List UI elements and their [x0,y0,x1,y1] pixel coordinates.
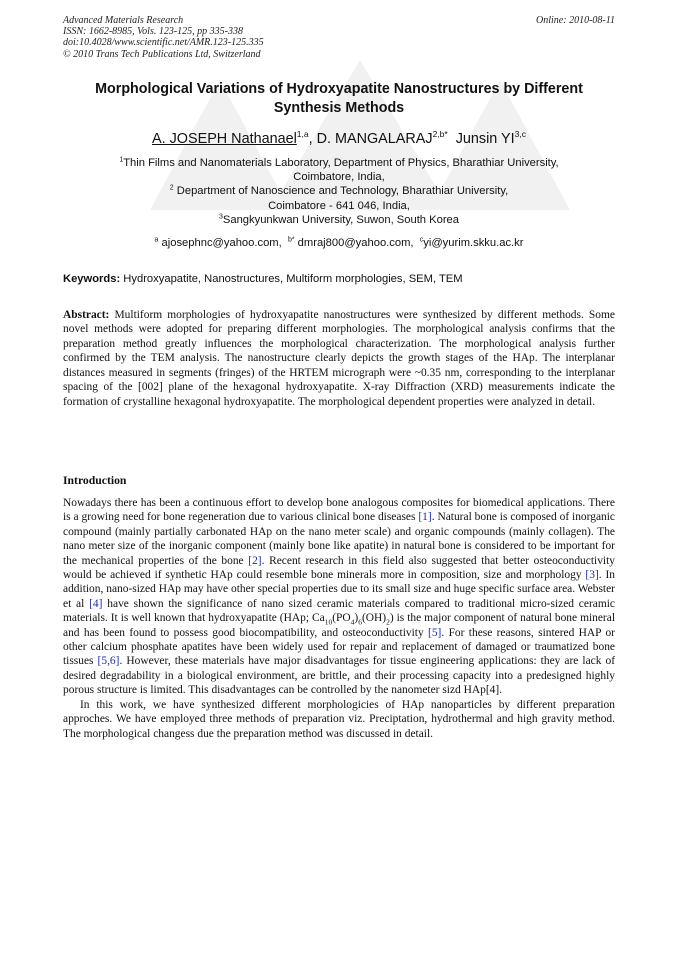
formula-sub: 6 [358,617,362,627]
affiliation-1b: Coimbatore, India, [293,171,385,184]
keywords [63,272,615,286]
abstract-label: Abstract: [63,309,110,321]
citation-link[interactable]: [4] [89,597,103,610]
affiliation-2b: Coimbatore - 641 046, India, [268,199,410,212]
text-run: . [499,684,503,697]
issn-line: ISSN: 1662-8985, Vols. 123-125, pp 335-338 [63,26,243,38]
author-1-sup: 1,a [296,129,309,140]
text-run: . Natural bone is composed of inorganic compound (mainly partially carbonated HAp on the nano meter scale) and organic compounds (mainly collagen). The nano meter size of the inorganic component (mainly bone like apatite) in natural bone is considered to be important for the mechanical properties of the bone [63,511,616,567]
email-line [62,236,616,250]
keywords-text: Hydroxyapatite, Nanostructures, Multiform morphologies, SEM, TEM [120,273,463,285]
title-line-1: Morphological Variations of Hydroxyapatite Nanostructures by Different [95,81,583,97]
affiliation-2-text: Department of Nanoscience and Technology, Bharathiar University, [173,185,509,198]
introduction-heading: Introduction [63,474,127,487]
formula-part: ) [354,612,359,625]
title-line-2: Synthesis Methods [273,100,405,116]
author-1: A. JOSEPH Nathanael [152,131,297,147]
citation-link[interactable]: [2] [248,554,262,567]
journal-name: Advanced Materials Research [63,15,184,26]
author-2: , D. MANGALARAJ [308,131,433,147]
author-3: Junsin YI [447,131,515,147]
text-run: . For these reasons, sintered HAP or other calcium phosphate apatites have been widely used for repair and replacement of damaged or traumatized bone tissues [63,626,615,668]
citation-text: [4] [485,684,500,697]
email-b-sup: b* [287,236,295,244]
introduction-body [63,496,615,741]
text-run: ) is the major component of natural bone mineral and has been found to possess good biocompatibility, and osteoconductivity [63,612,615,639]
formula-sub: 2 [386,617,390,627]
affiliation-1-text: Thin Films and Nanomaterials Laboratory, Department of Physics, Bharathiar University, [123,157,559,169]
intro-paragraph-1 [63,496,615,698]
citation-link[interactable]: [3] [585,569,599,582]
text-run: . However, these materials have major disadvantages for tissue engineering applications: they are lack of desired degradability in a biological environment, are brittle, and their processing capacity into a predesigned highly porous structure is limited. This disadvantages can be controlled by the nanometer sizd HAp [63,655,615,697]
citation-link[interactable]: [1] [418,511,432,524]
keywords-label: Keywords: [63,273,121,285]
online-date: Online: 2010-08-11 [536,15,615,26]
affiliation-3-sup: 3 [218,213,223,221]
copyright-line: © 2010 Trans Tech Publications Ltd, Switzerland [63,48,261,60]
email-a-sup: a [154,236,159,244]
email-b[interactable]: dmraj800@yahoo.com, [294,237,420,249]
text-run: . In addition, nano-sized HAp may have other special properties due to its small size and huge specific surface area. Webster et al [63,569,615,610]
email-c-sup: c [419,236,424,244]
author-list [62,130,616,148]
affiliation-2-sup: 2 [169,184,174,192]
journal-header [63,15,615,60]
abstract-text: Multiform morphologies of hydroxyapatite nanostructures were synthesized by different methods. Some novel methods were adopted for preparing different morphologies. The morphological analysis confirms that the preparation method greatly influences the morphological characterization. The morphological analysis further confirmed by the TEM analysis. The nanostructure clearly depicts the growth stages of the HAp. The interplanar distances measured in segments (fringes) of the HRTEM micrograph were ~0.35 nm, corresponding to the interplanar spacing of the [002] plane of the hexagonal hydroxyapatite. X-ray Diffraction (XRD) measurements indicate the formation of crystalline hexagonal hydroxyapatite. The morphological dependent properties were analyzed in detail. [63,309,615,408]
formula-part: (OH) [361,612,387,625]
affiliation-3-text: Sangkyunkwan University, Suwon, South Korea [222,213,459,226]
formula-part: (PO [332,612,351,625]
email-c[interactable]: yi@yurim.skku.ac.kr [423,237,524,249]
text-run: Nowadays there has been a continuous effort to develop bone analogous composites for biomedical applications. There is a growing need for bone regeneration due to various clinical bone diseases [63,497,615,524]
citation-link[interactable]: [5,6] [97,655,120,668]
affiliation-1-sup: 1 [119,156,124,164]
intro-paragraph-2: In this work, we have synthesized different morphologicies of HAp nanoparticles by different preparation approches. We have employed three methods of preparation viz. Preciptation, hydrothermal and high gravity method. The morphological changess due the preparation method was discussed in detail. [63,698,615,740]
affiliation-3 [62,213,616,227]
affiliation-2 [62,184,616,198]
author-2-sup: 2,b* [432,129,448,140]
author-3-sup: 3,c [514,129,526,140]
text-run: . Recent research in this field also suggested that better osteoconductivity would be achieved if synthetic HAp could resemble bone minerals more in composition, size and morphology [63,554,615,582]
formula-sub: 4 [350,617,355,627]
text-run: have shown the significance of nano sized ceramic materials compared to traditional micro-sized ceramic materials. It is well known that hydroxyapatite (HAp; Ca [63,597,615,625]
citation-link[interactable]: [5] [428,626,442,639]
paper-title [62,80,616,118]
doi-line: doi:10.4028/www.scientific.net/AMR.123-125.335 [63,37,264,49]
abstract [63,308,615,409]
affiliations [62,156,616,227]
formula-sub: 10 [324,617,333,627]
email-a[interactable]: ajosephnc@yahoo.com, [158,237,288,249]
affiliation-1 [62,156,616,170]
